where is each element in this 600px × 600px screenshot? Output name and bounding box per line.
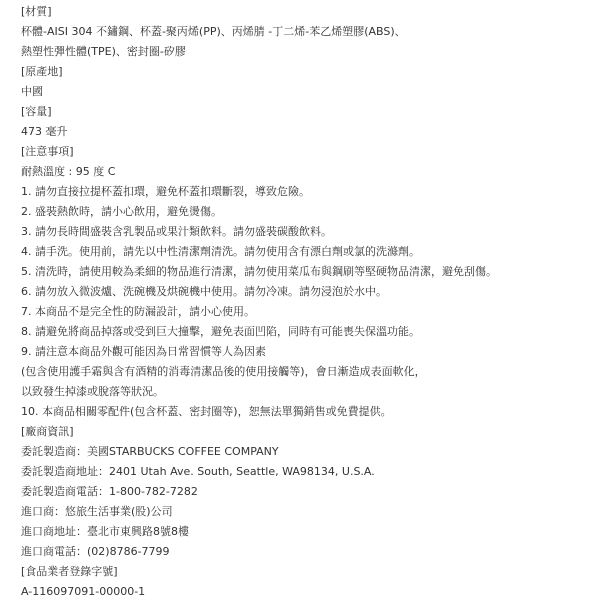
heading-material: [材質] [21,5,52,18]
note-2: 2. 盛裝熱飲時，請小心飲用，避免燙傷。 [21,205,222,218]
note-3: 3. 請勿長時間盛裝含乳製品或果汁類飲料。請勿盛裝碳酸飲料。 [21,225,332,238]
material-line-2: 熱塑性彈性體(TPE)、密封圈-矽膠 [21,45,186,58]
note-9-cont-2: 以致發生掉漆或脫落等狀況。 [21,385,164,398]
heading-origin: [原產地] [21,65,63,78]
manufacturer-name: 委託製造商：美國STARBUCKS COFFEE COMPANY [21,445,279,458]
note-10: 10. 本商品相關零配件(包含杯蓋、密封圈等)，恕無法單獨銷售或免費提供。 [21,405,392,418]
note-8: 8. 請避免將商品掉落或受到巨大撞擊，避免表面凹陷，同時有可能喪失保溫功能。 [21,325,420,338]
note-6: 6. 請勿放入微波爐、洗碗機及烘碗機中使用。請勿冷凍。請勿浸泡於水中。 [21,285,387,298]
importer-phone: 進口商電話：(02)8786-7799 [21,545,170,558]
note-9-cont-1: (包含使用護手霜與含有酒精的消毒清潔品後的使用接觸等)，會日漸造成表面軟化， [21,365,426,378]
heat-resistance: 耐熱溫度 : 95 度 C [21,165,116,178]
note-7: 7. 本商品不是完全性的防漏設計，請小心使用。 [21,305,255,318]
capacity-value: 473 毫升 [21,125,68,138]
manufacturer-address: 委託製造商地址：2401 Utah Ave. South, Seattle, WA98134, U.S.A. [21,465,375,478]
importer-name: 進口商：悠旅生活事業(股)公司 [21,505,173,518]
note-5: 5. 清洗時，請使用較為柔細的物品進行清潔，請勿使用菜瓜布與鋼刷等堅硬物品清潔，避免刮傷。 [21,265,497,278]
manufacturer-phone: 委託製造商電話：1-800-782-7282 [21,485,198,498]
material-line-1: 杯體-AISI 304 不鏽鋼、杯蓋-聚丙烯(PP)、丙烯腈 -丁二烯-苯乙烯塑膠(ABS)、 [21,25,406,38]
registration-number: A-116097091-00000-1 [21,585,146,598]
heading-registration: [食品業者登錄字號] [21,565,118,578]
note-4: 4. 請手洗。使用前，請先以中性清潔劑清洗。請勿使用含有漂白劑或氯的洗滌劑。 [21,245,420,258]
origin-value: 中國 [21,85,43,98]
heading-notes: [注意事項] [21,145,74,158]
importer-address: 進口商地址：臺北市東興路8號8樓 [21,525,189,538]
note-9: 9. 請注意本商品外觀可能因為日常習慣等人為因素 [21,345,266,358]
note-1: 1. 請勿直接拉提杯蓋扣環，避免杯蓋扣環斷裂，導致危險。 [21,185,310,198]
heading-capacity: [容量] [21,105,52,118]
heading-manufacturer: [廠商資訊] [21,425,74,438]
